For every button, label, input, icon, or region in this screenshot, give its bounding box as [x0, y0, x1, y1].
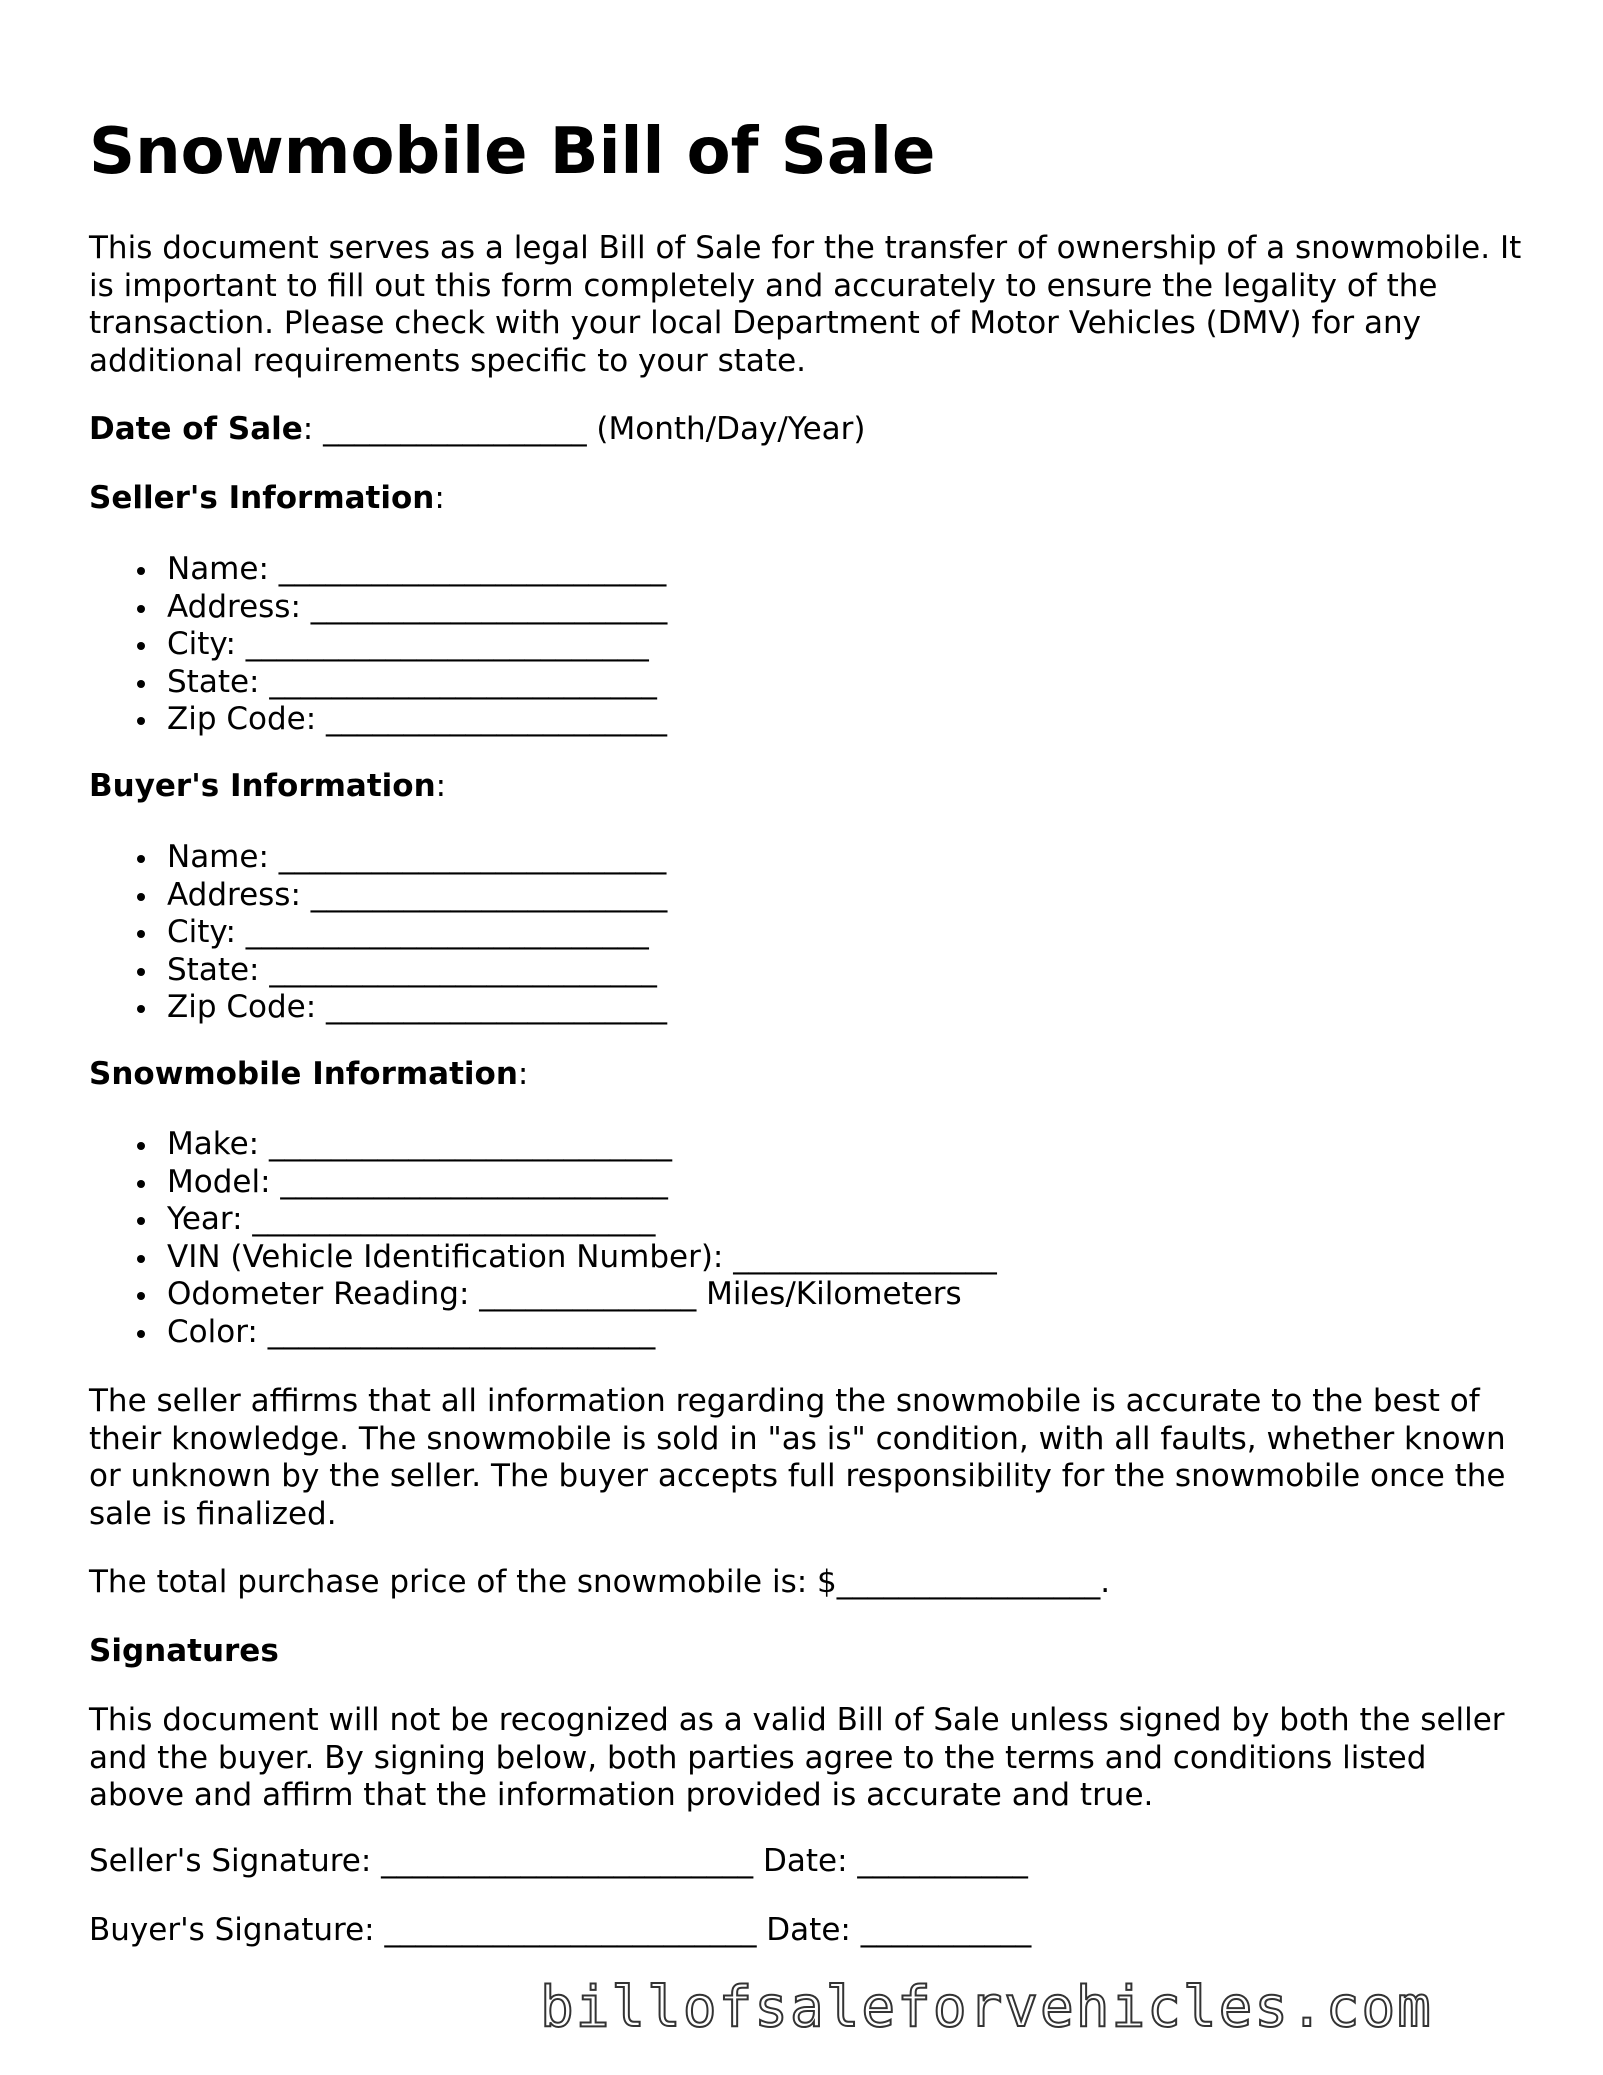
buyer-name-field: Name: _________________________ — [89, 839, 667, 877]
watermark-logo: billofsaleforvehicles.com — [540, 1975, 1433, 2040]
signatures-paragraph: This document will not be recognized as a valid Bill of Sale unless signed by both the seller and the buyer. By signing below, both parties agree to the terms and conditions listed above and affirm that the information provided is accurate and true. — [89, 1702, 1505, 1813]
buyer-heading-line — [89, 766, 446, 806]
seller-address-field: Address: _______________________ — [89, 589, 667, 627]
seller-signature-line: Seller's Signature: ________________________ Date: ___________ — [89, 1843, 1028, 1879]
snowmobile-heading-colon: : — [517, 1056, 529, 1092]
snowmobile-model-field: Model: _________________________ — [89, 1164, 997, 1202]
snowmobile-odometer-field: Odometer Reading: ______________ Miles/Kilometers — [89, 1276, 997, 1314]
signatures-heading: Signatures — [89, 1633, 279, 1669]
seller-zip-field: Zip Code: ______________________ — [89, 701, 667, 739]
seller-city-field: City: __________________________ — [89, 626, 667, 664]
buyer-heading: Buyer's Information — [89, 768, 436, 804]
snowmobile-make-field: Make: __________________________ — [89, 1126, 997, 1164]
page-title: Snowmobile Bill of Sale — [89, 115, 936, 189]
buyer-city-field: City: __________________________ — [89, 914, 667, 952]
buyer-signature-line: Buyer's Signature: ________________________ Date: ___________ — [89, 1912, 1032, 1948]
buyer-fields-list — [89, 839, 667, 1027]
snowmobile-heading-line — [89, 1054, 528, 1094]
seller-fields-list — [89, 551, 667, 739]
buyer-state-field: State: _________________________ — [89, 952, 667, 990]
seller-name-field: Name: _________________________ — [89, 551, 667, 589]
snowmobile-year-field: Year: __________________________ — [89, 1201, 997, 1239]
buyer-address-field: Address: _______________________ — [89, 877, 667, 915]
snowmobile-fields-list — [89, 1126, 997, 1351]
buyer-zip-field: Zip Code: ______________________ — [89, 989, 667, 1027]
seller-heading-line — [89, 478, 445, 518]
snowmobile-heading: Snowmobile Information — [89, 1056, 518, 1092]
buyer-heading-colon: : — [435, 768, 447, 804]
seller-heading-colon: : — [434, 480, 445, 516]
snowmobile-color-field: Color: _________________________ — [89, 1314, 997, 1352]
date-of-sale-label: Date of Sale — [89, 411, 303, 447]
seller-heading: Seller's Information — [89, 480, 435, 516]
snowmobile-vin-field: VIN (Vehicle Identification Number): _________________ — [89, 1239, 997, 1277]
seller-state-field: State: _________________________ — [89, 664, 667, 702]
affirmation-paragraph: The seller affirms that all information regarding the snowmobile is accurate to the best of their knowledge. The snowmobile is sold in "as is" condition, with all faults, whether known or unknown by the seller. The buyer accepts full responsibility for the snowmobile once the sale is finalized. — [89, 1383, 1506, 1532]
date-of-sale-field: : _________________ (Month/Day/Year) — [302, 411, 866, 447]
purchase-price-line: The total purchase price of the snowmobile is: $_________________. — [89, 1564, 1111, 1600]
date-of-sale-line — [89, 409, 866, 449]
intro-paragraph: This document serves as a legal Bill of Sale for the transfer of ownership of a snowmobile. It is important to fill out this form completely and accurately to ensure the legality of the transaction. Please check with your local Department of Motor Vehicles (DMV) for any additional requirements specific to your state. — [89, 230, 1522, 379]
